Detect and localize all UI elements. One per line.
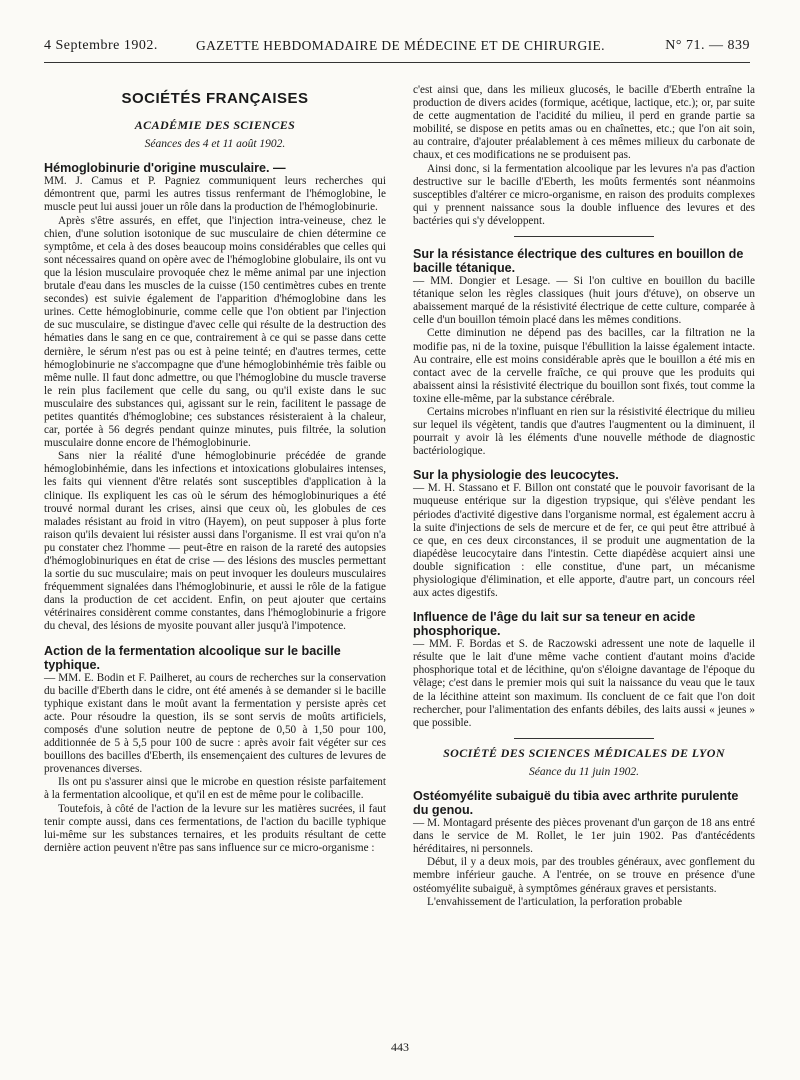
header-date: 4 Septembre 1902. [44,38,158,53]
header-journal-title: GAZETTE HEBDOMADAIRE DE MÉDECINE ET DE CHIRURGIE. [196,38,605,53]
article-paragraph: Certains microbes n'influant en rien sur la résistivité électrique du milieu sur lequel ils végètent, tandis que d'autres l'augmentent ou la diminuent, il pourrait y avoir là les éléments d'une nouvelle méthode de diagnostic bactériologique. [413,405,755,458]
section-title: SOCIÉTÉS FRANÇAISES [121,90,309,107]
society-heading: SOCIÉTÉ DES SCIENCES MÉDICALES DE LYON [443,745,725,760]
article-paragraph: — MM. Dongier et Lesage. — Si l'on cultive en bouillon du bacille tétanique selon les règles classiques (huit jours d'étuve), on observe un abaissement marqué de la résistivité électrique de cette culture, comparée à celle d'un bouillon témoin placé dans les mêmes conditions. [413,275,755,327]
article-paragraph: Début, il y a deux mois, par des troubles généraux, avec gonflement du membre inférieur gauche. A l'entrée, on se trouve en présence d'une ostéomyélite subaiguë, à symptômes généraux graves et persistants. [413,856,755,895]
article-title-lait: Influence de l'âge du lait sur sa teneur en acide phosphorique. [413,610,696,639]
article-title-fermentation: Action de la fermentation alcoolique sur le bacille typhique. [44,643,341,672]
article-paragraph: Après s'être assurés, en effet, que l'injection intra-veineuse, chez le chien, d'une solution isotonique de suc musculaire de chien détermine ce symptôme, et cela à des doses beaucoup moins considérables que celles qui sont nécessaires quand on opère avec de l'hémoglobine globulaire, ils ont vu que la lésion musculaire provoquée chez le même animal par une injection brutale d'eau dans les muscles de la cuisse (150 centimètres cubes en trente secondes) est suivie également de l'apparition d'hémoglobine dans les urines. Cette hémoglobinurie, comme celle que l'on obtient par l'injection de suc musculaire, se distingue d'avec celle qui résulte de la destruction des hématies dans le sang en ce que, contrairement à ce qui se passe dans cette dernière, le sérum n'est pas ou est à peine teinté; en d'autres termes, cette hémoglobinurie ne s'accompagne que d'une hémoglobinhémie très faible ou même nulle. Il faut donc admettre, ou que l'hémoglobine du muscle traverse le rein plus facilement que celle du sang, ou qu'il existe dans le suc musculaire des substances qui, agissant sur le rein, facilitent le passage de petites quantités d'hémoglobine; ces substances résisteraient à la chaleur, car, portée à 56 degrés pendant quinze minutes, puis filtrée, la solution musculaire donne encore de l'hémoglobinurie. [44,214,386,450]
article-paragraph: Ils ont pu s'assurer ainsi que le microbe en question résiste parfaitement à la fermentation alcoolique, et qu'il en est de même pour le colibacille. [44,776,386,802]
article-paragraph: Toutefois, à côté de l'action de la levure sur les matières sucrées, il faut tenir compte aussi, dans ces fermentations, de l'action du bacille typhique lui-même sur les substances ternaires, et les produits résultant de cette dernière action peuvent n'être pas sans influence sur ce micro-organisme : [44,802,386,854]
academy-heading: ACADÉMIE DES SCIENCES [134,118,296,133]
page-number-footer: 443 [391,1040,409,1054]
article-paragraph: — MM. F. Bordas et S. de Raczowski adressent une note de laquelle il résulte que le lait d'une même vache contient d'autant moins d'acide phosphorique total et de lécithine, qu'on s'éloigne davantage de l'époque du vêlage; c'est dans le premier mois qui suit la naissance du veau que le taux de la lécithine atteint son maximum. Ils concluent de ce fait que l'on doit rechercher, pour l'alimentation des enfants débiles, des laits aussi « jeunes » que possible. [413,638,755,729]
header-rule [44,62,750,63]
left-column [44,82,386,855]
header-issue-page: N° 71. — 839 [665,38,750,53]
article-paragraph: c'est ainsi que, dans les milieux glucosés, le bacille d'Eberth entraîne la production de divers acides (formique, acétique, lactique, etc.); or, par suite de cette augmentation de l'acidité du milieu, il perd en grande partie sa mobilité, se dispose en petits amas ou en chaînettes, etc.; que l'on ait soin, au contraire, d'ajouter préalablement à ces mêmes milieux du carbonate de chaux, et ces modifications ne se produisent pas. [413,84,755,162]
article-paragraph: — MM. E. Bodin et F. Pailheret, au cours de recherches sur la conservation du bacille d'Eberth dans le cidre, ont été amenés à se demander si le bacille typhique existant dans le moût avant la fermentation y persiste après cet acte. Pour résoudre la question, ils se sont servis de moûts artificiels, composés d'une solution neutre de peptone de 0,50 à 1,50 pour 100, additionnée de 5 à 5,5 pour 100 de sucre : après avoir fait végéter sur ces bouillons des bacilles d'Eberth, ils ensemençaient des cultures de levures de provenances diverses. [44,671,386,776]
article-paragraph: Ainsi donc, si la fermentation alcoolique par les levures n'a pas d'action destructive sur le bacille d'Eberth, les moûts fermentés sont néanmoins susceptibles d'altérer ce micro-organisme, en raison des produits complexes qui y prennent naissance sous la double influence des levures et des bactéries qui s'y développent. [413,162,755,227]
page-header [44,34,750,58]
article-separator [514,236,654,237]
right-column [413,84,755,909]
article-paragraph: Cette diminution ne dépend pas des bacilles, car la filtration ne la modifie pas, ni de la toxine, puisque l'ébullition la laisse également intacte. Au contraire, elle est moins considérable après que le bouillon a été mis en contact avec de la cervelle fraîche, ce qui prouve que les produits qui abaissent ainsi la résistivité électrique du bouillon sont fixés, tout comme la toxine elle-même, par la substance cérébrale. [413,327,755,405]
article-paragraph: — M. Montagard présente des pièces provenant d'un garçon de 18 ans entré dans le service de M. Rollet, le 1er juin 1902. Pas d'antécédents héréditaires, ni personnels. [413,817,755,856]
article-title-hemoglobinurie: Hémoglobinurie d'origine musculaire. — [44,161,286,176]
article-title-leucocytes: Sur la physiologie des leucocytes. [413,468,619,483]
article-paragraph: — M. H. Stassano et F. Billon ont constaté que le pouvoir favorisant de la muqueuse entérique sur la digestion trypsique, qui s'élève pendant les périodes d'activité digestive dans l'organisme normal, est également accru à la suite d'injections de sels de mercure et de fer, ce qui peut être attribué à ce que, en ces deux circonstances, il se produit une augmentation de la diapédèse leucocytaire dans l'intestin. Cette diapédèse acquiert ainsi une double signification : elle constitue, d'une part, un mécanisme physiologique d'élimination, et elle apporte, d'autre part, un concours réel aux actes digestifs. [413,482,755,600]
article-title-osteomyelite: Ostéomyélite subaiguë du tibia avec arthrite purulente du genou. [413,789,739,818]
session-date: Séance du 11 juin 1902. [529,765,639,778]
article-title-resistance-electrique: Sur la résistance électrique des cultures en bouillon de bacille tétanique. [413,247,744,276]
society-separator [514,738,654,739]
article-paragraph: L'envahissement de l'articulation, la perforation probable [427,895,683,908]
article-paragraph: MM. J. Camus et P. Pagniez communiquent leurs recherches qui démontrent que, parmi les autres tissus renfermant de l'hémoglobine, le muscle peut lui aussi jouer un rôle dans la production de l'hémoglobinurie. [44,175,386,214]
article-paragraph: Sans nier la réalité d'une hémoglobinurie précédée de grande hémoglobinhémie, dans les infections et intoxications globulaires intenses, les faits qui viennent d'être relatés sont susceptibles d'application à la clinique. Ils expliquent les cas où le sérum des hémoglobinuriques a été trouvé normal durant les crises, ainsi que ceux où, les globules de ces malades résistant au froid in vitro (Hayem), on peut supposer à plus forte raison qu'ils devaient lui résister aussi dans l'organisme. Il est vrai qu'on n'a pu constater chez l'homme — peut-être en raison de la rareté des autopsies d'hémoglobinuriques en état de crise — des lésions des muscles permettant la sortie du suc musculaire; mais on peut invoquer les douleurs musculaires fréquemment signalées dans l'hémoglobinurie, et aussi le rôle de la fatigue dans la production de cet accident. Enfin, on peut ajouter que certains vétérinaires considèrent comme constantes, dans l'hémoglobinurie a frigore du cheval, des lésions de myosite pouvant aller jusqu'à l'impotence. [44,450,386,633]
session-dates: Séances des 4 et 11 août 1902. [144,138,286,151]
